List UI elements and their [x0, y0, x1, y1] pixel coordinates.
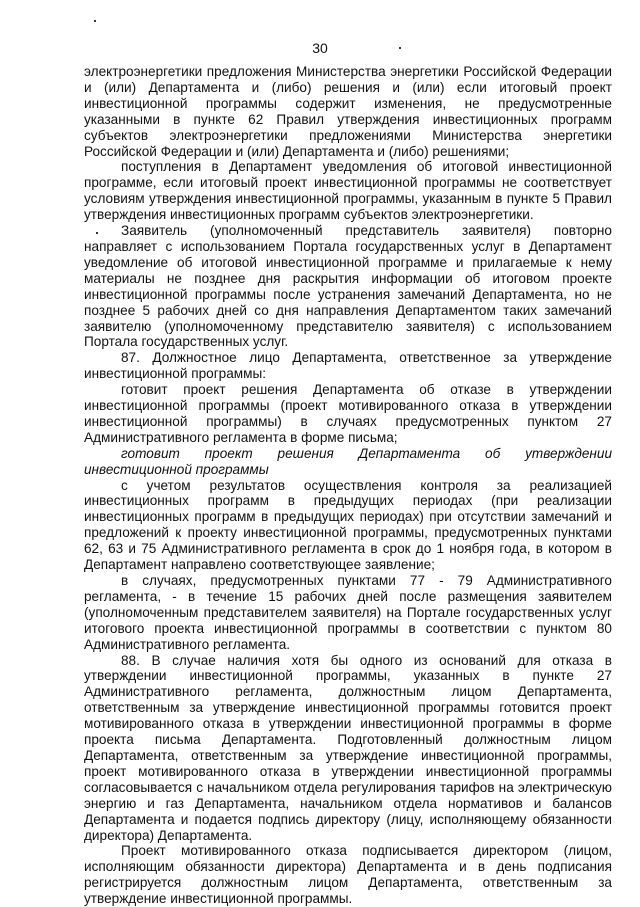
paragraph: готовит проект решения Департамента об утверждении инвестиционной программы	[84, 445, 612, 477]
paragraph: электроэнергетики предложения Министерства энергетики Российской Федерации и (или) Департамента и (либо) решения и (или) если итоговый проект инвестиционной программы содержит изменения, не предусмотренные указанными в пункте 62 Правил утверждения инвестиционных программ субъектов электроэнергетики предложениями Министерства энергетики Российской Федерации и (или) Департамента и (либо) решениями;	[84, 64, 612, 159]
scan-mark	[399, 47, 401, 49]
paragraph: Заявитель (уполномоченный представитель заявителя) повторно направляет с использованием Портала государственных услуг в Департамент уведомление об итоговой инвестиционной программе и прилагаемые к нему материалы не позднее дня раскрытия информации об итоговом проекте инвестиционной программы после устранения замечаний Департамента, но не позднее 5 рабочих дней со дня направления Департаментом таких замечаний заявителю (уполномоченному представителю заявителя) с использованием Портала государственных услуг.	[84, 223, 612, 350]
paragraph: 88. В случае наличия хотя бы одного из оснований для отказа в утверждении инвестиционной программы, указанных в пункте 27 Административного регламента, должностным лицом Департамента, ответственным за утверждение инвестиционной программы готовится проект мотивированного отказа в утверждении инвестиционной программы в форме проекта письма Департамента. Подготовленный должностным лицом Департамента, ответственным за утверждение инвестиционной программы, проект мотивированного отказа в утверждении инвестиционной программы согласовывается с начальником отдела регулирования тарифов на электрическую энергию и газ Департамента, начальником отдела нормативов и балансов Департамента и подается подпись директору (лицу, исполняющему обязанности директора) Департамента.	[84, 652, 612, 843]
paragraph: готовит проект решения Департамента об отказе в утверждении инвестиционной программы (проект мотивированного отказа в утверждении инвестиционной программы) в случаях предусмотренных пунктом 27 Административного регламента в форме письма;	[84, 382, 612, 445]
document-body	[84, 64, 612, 907]
paragraph: в случаях, предусмотренных пунктами 77 - 79 Административного регламента, - в течение 15 рабочих дней после размещения заявителем (уполномоченным представителем заявителя) на Портале государственных услуг итогового проекта инвестиционной программы в соответствии с пунктом 80 Административного регламента.	[84, 573, 612, 652]
paragraph: с учетом результатов осуществления контроля за реализацией инвестиционных программ в предыдущих периодах (при реализации инвестиционных программ в предыдущих периодах) при отсутствии замечаний и предложений к проекту инвестиционной программы, предусмотренных пунктами 62, 63 и 75 Административного регламента в срок до 1 ноября года, в котором в Департамент направлено соответствующее заявление;	[84, 477, 612, 573]
paragraph: Проект мотивированного отказа подписывается директором (лицом, исполняющим обязанности директора) Департамента и в день подписания регистрируется должностным лицом Департамента, ответственным за утверждение инвестиционной программы.	[84, 843, 612, 907]
paragraph: 87. Должностное лицо Департамента, ответственное за утверждение инвестиционной программы:	[84, 350, 612, 382]
scan-mark	[94, 20, 96, 22]
page-number: 30	[312, 40, 328, 56]
paragraph: поступления в Департамент уведомления об итоговой инвестиционной программе, если итоговый проект инвестиционной программы не соответствует условиям утверждения инвестиционной программы, указанным в пункте 5 Правил утверждения инвестиционных программ субъектов электроэнергетики.	[84, 159, 612, 223]
